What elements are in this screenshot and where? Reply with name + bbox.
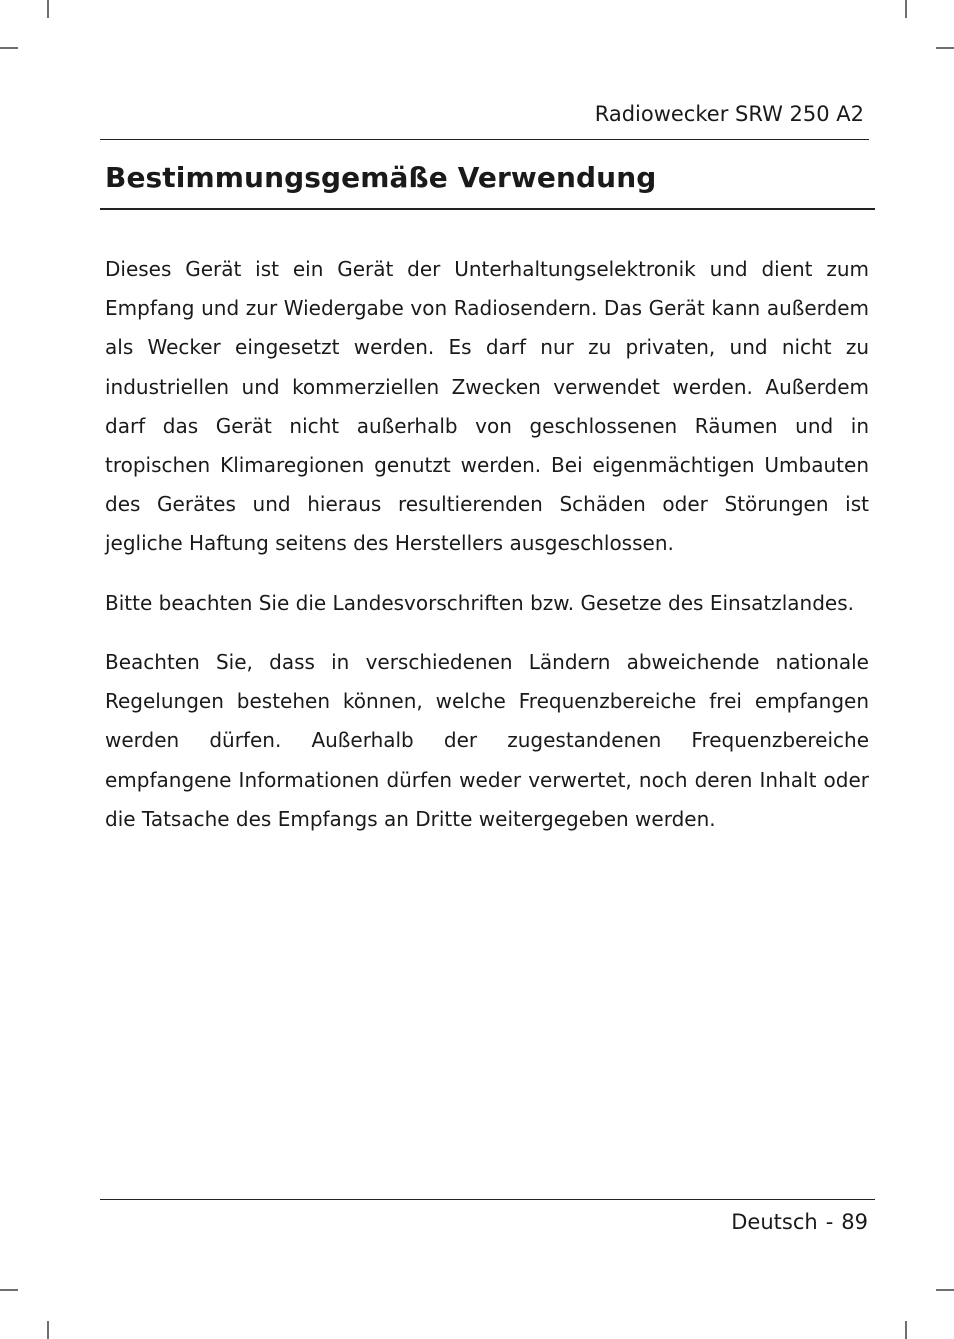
section-heading: Bestimmungsgemäße Verwendung — [105, 161, 657, 194]
footer-language: Deutsch — [731, 1210, 818, 1234]
crop-mark-bottom-right-vertical — [905, 1321, 907, 1339]
crop-mark-bottom-left-horizontal — [0, 1289, 18, 1291]
paragraph-frequency-notice: Beachten Sie, dass in verschiedenen Ländern abweichende nationale Regelungen bestehen können, welche Frequenzbereiche frei empfangen werden dürfen. Außerhalb der zugestandenen Frequenzbereiche empfangene Informationen dürfen weder verwertet, noch deren Inhalt oder die Tatsache des Empfangs an Dritte weitergegeben werden. — [105, 650, 869, 831]
crop-mark-top-left-horizontal — [0, 47, 18, 49]
footer-separator: - — [825, 1210, 834, 1234]
crop-mark-top-left-vertical — [47, 0, 49, 18]
crop-mark-bottom-right-horizontal — [936, 1289, 954, 1291]
page-footer — [731, 1208, 868, 1236]
paragraph-intended-use: Dieses Gerät ist ein Gerät der Unterhaltungselektronik und dient zum Empfang und zur Wiedergabe von Radiosendern. Das Gerät kann außerdem als Wecker eingesetzt werden. Es darf nur zu privaten, und nicht zu industriellen und kommerziellen Zwecken verwendet werden. Außerdem darf das Gerät nicht außerhalb von geschlossenen Räumen und in tropischen Klimaregionen genutzt werden. Bei eigenmächtigen Umbauten des Gerätes und hieraus resultierenden Schäden oder Störungen ist jegliche Haftung seitens des Herstellers ausgeschlossen. — [105, 257, 869, 556]
heading-underline — [100, 208, 875, 210]
footer-rule — [100, 1199, 875, 1200]
paragraph-regulations: Bitte beachten Sie die Landesvorschriften bzw. Gesetze des Einsatzlandes. — [105, 591, 854, 615]
running-header-title: Radiowecker SRW 250 A2 — [594, 102, 864, 126]
crop-mark-top-right-vertical — [905, 0, 907, 18]
crop-mark-top-right-horizontal — [936, 47, 954, 49]
header-rule — [100, 139, 869, 140]
page-number: 89 — [841, 1210, 868, 1234]
crop-mark-bottom-left-vertical — [47, 1321, 49, 1339]
